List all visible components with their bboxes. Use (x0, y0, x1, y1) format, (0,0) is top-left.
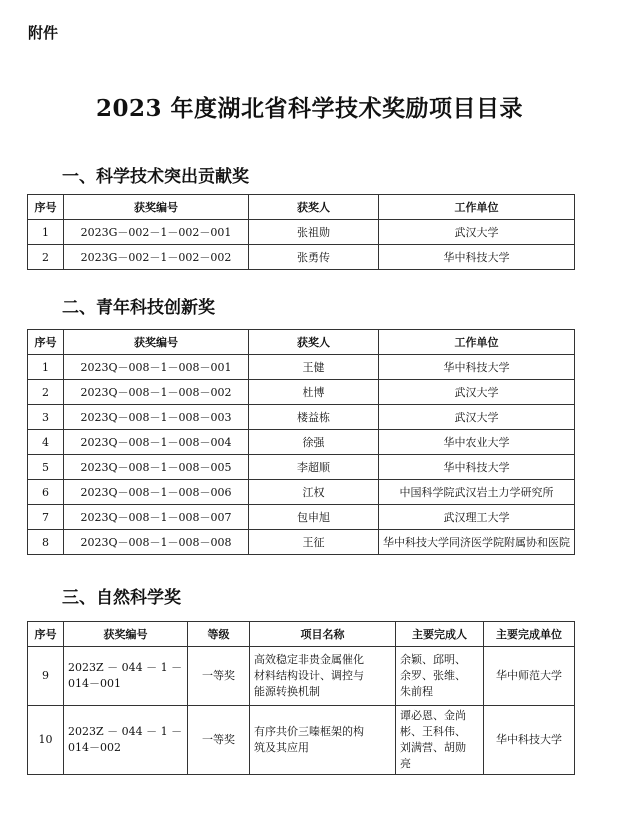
contributors-line: 亮 (400, 757, 411, 770)
table-row (28, 245, 575, 270)
cell-no: 5 (28, 455, 64, 480)
cell-code: 2023Q－008－1－008－001 (64, 355, 249, 380)
header-level: 等级 (188, 622, 250, 647)
cell-code: 2023G－002－1－002－002 (64, 245, 249, 270)
table-row (28, 455, 575, 480)
cell-code: 2023Q－008－1－008－002 (64, 380, 249, 405)
table-row (28, 380, 575, 405)
cell-no: 1 (28, 355, 64, 380)
table-row (28, 220, 575, 245)
cell-unit: 武汉大学 (379, 380, 575, 405)
project-name-line: 有序共价三嗪框架的构 (254, 725, 364, 738)
table-youth-innovation (27, 329, 575, 555)
cell-code: 2023Q－008－1－008－003 (64, 405, 249, 430)
cell-unit: 华中科技大学 (379, 355, 575, 380)
section-heading-natural-science: 三、自然科学奖 (62, 588, 181, 608)
cell-level: 一等奖 (188, 647, 250, 706)
contributors-line: 余颖、邱明、 (400, 653, 466, 666)
cell-code: 2023Q－008－1－008－008 (64, 530, 249, 555)
cell-main-unit: 华中科技大学 (484, 706, 575, 775)
cell-main-contributors (396, 647, 484, 706)
table-row (28, 647, 575, 706)
cell-code-line: 014－001 (68, 677, 121, 690)
header-unit: 工作单位 (379, 195, 575, 220)
contributors-line: 余罗、张维、 (400, 669, 466, 682)
cell-code (64, 706, 188, 775)
table-natural-science (27, 621, 575, 775)
cell-code: 2023Q－008－1－008－006 (64, 480, 249, 505)
table-outstanding-contribution (27, 194, 575, 270)
header-unit: 工作单位 (379, 330, 575, 355)
header-no: 序号 (28, 195, 64, 220)
cell-no: 10 (28, 706, 64, 775)
contributors-line: 刘满营、胡勋 (400, 741, 466, 754)
cell-winner: 徐强 (249, 430, 379, 455)
table-row (28, 480, 575, 505)
table-row (28, 505, 575, 530)
cell-unit: 武汉大学 (379, 220, 575, 245)
contributors-line: 彬、王科伟、 (400, 725, 466, 738)
header-no: 序号 (28, 622, 64, 647)
cell-no: 9 (28, 647, 64, 706)
cell-no: 1 (28, 220, 64, 245)
table-row (28, 355, 575, 380)
cell-no: 2 (28, 380, 64, 405)
cell-winner: 包申旭 (249, 505, 379, 530)
cell-winner: 王征 (249, 530, 379, 555)
table-header-row (28, 195, 575, 220)
cell-winner: 王健 (249, 355, 379, 380)
cell-main-contributors (396, 706, 484, 775)
contributors-line: 谭必恩、金尚 (400, 709, 466, 722)
project-name-line: 高效稳定非贵金属催化 (254, 653, 364, 666)
project-name-line: 筑及其应用 (254, 741, 309, 754)
cell-unit: 华中农业大学 (379, 430, 575, 455)
cell-project-name (250, 706, 396, 775)
project-name-line: 能源转换机制 (254, 685, 320, 698)
cell-code: 2023G－002－1－002－001 (64, 220, 249, 245)
table-row (28, 405, 575, 430)
cell-no: 4 (28, 430, 64, 455)
section-heading-outstanding-contribution: 一、科学技术突出贡献奖 (62, 167, 249, 187)
header-no: 序号 (28, 330, 64, 355)
cell-code: 2023Q－008－1－008－005 (64, 455, 249, 480)
cell-unit: 华中科技大学 (379, 245, 575, 270)
cell-code-line: 2023Z － 044 － 1 － (68, 661, 183, 674)
header-project-name: 项目名称 (250, 622, 396, 647)
attachment-label: 附件 (28, 24, 59, 42)
table-row (28, 530, 575, 555)
cell-winner: 江权 (249, 480, 379, 505)
contributors-line: 朱前程 (400, 685, 433, 698)
header-winner: 获奖人 (249, 195, 379, 220)
document-title: 2023 年度湖北省科学技术奖励项目目录 (95, 95, 524, 122)
cell-no: 7 (28, 505, 64, 530)
cell-project-name (250, 647, 396, 706)
project-name-line: 材料结构设计、调控与 (254, 669, 364, 682)
cell-no: 2 (28, 245, 64, 270)
cell-code-line: 014－002 (68, 741, 121, 754)
cell-winner: 楼益栋 (249, 405, 379, 430)
cell-winner: 张勇传 (249, 245, 379, 270)
table-header-row (28, 330, 575, 355)
cell-winner: 杜博 (249, 380, 379, 405)
cell-unit: 华中科技大学 (379, 455, 575, 480)
header-main-units: 主要完成单位 (484, 622, 575, 647)
cell-no: 3 (28, 405, 64, 430)
header-code: 获奖编号 (64, 195, 249, 220)
cell-code: 2023Q－008－1－008－004 (64, 430, 249, 455)
cell-unit: 华中科技大学同济医学院附属协和医院 (379, 530, 575, 555)
header-code: 获奖编号 (64, 622, 188, 647)
cell-level: 一等奖 (188, 706, 250, 775)
cell-winner: 李超顺 (249, 455, 379, 480)
section-heading-youth-innovation: 二、青年科技创新奖 (62, 298, 215, 318)
cell-no: 6 (28, 480, 64, 505)
cell-unit: 武汉理工大学 (379, 505, 575, 530)
header-winner: 获奖人 (249, 330, 379, 355)
header-main-contributors: 主要完成人 (396, 622, 484, 647)
cell-code (64, 647, 188, 706)
cell-code: 2023Q－008－1－008－007 (64, 505, 249, 530)
cell-unit: 中国科学院武汉岩土力学研究所 (379, 480, 575, 505)
cell-code-line: 2023Z － 044 － 1 － (68, 725, 183, 738)
table-header-row (28, 622, 575, 647)
cell-no: 8 (28, 530, 64, 555)
cell-winner: 张祖勋 (249, 220, 379, 245)
cell-unit: 武汉大学 (379, 405, 575, 430)
cell-main-unit: 华中师范大学 (484, 647, 575, 706)
header-code: 获奖编号 (64, 330, 249, 355)
table-row (28, 706, 575, 775)
table-row (28, 430, 575, 455)
